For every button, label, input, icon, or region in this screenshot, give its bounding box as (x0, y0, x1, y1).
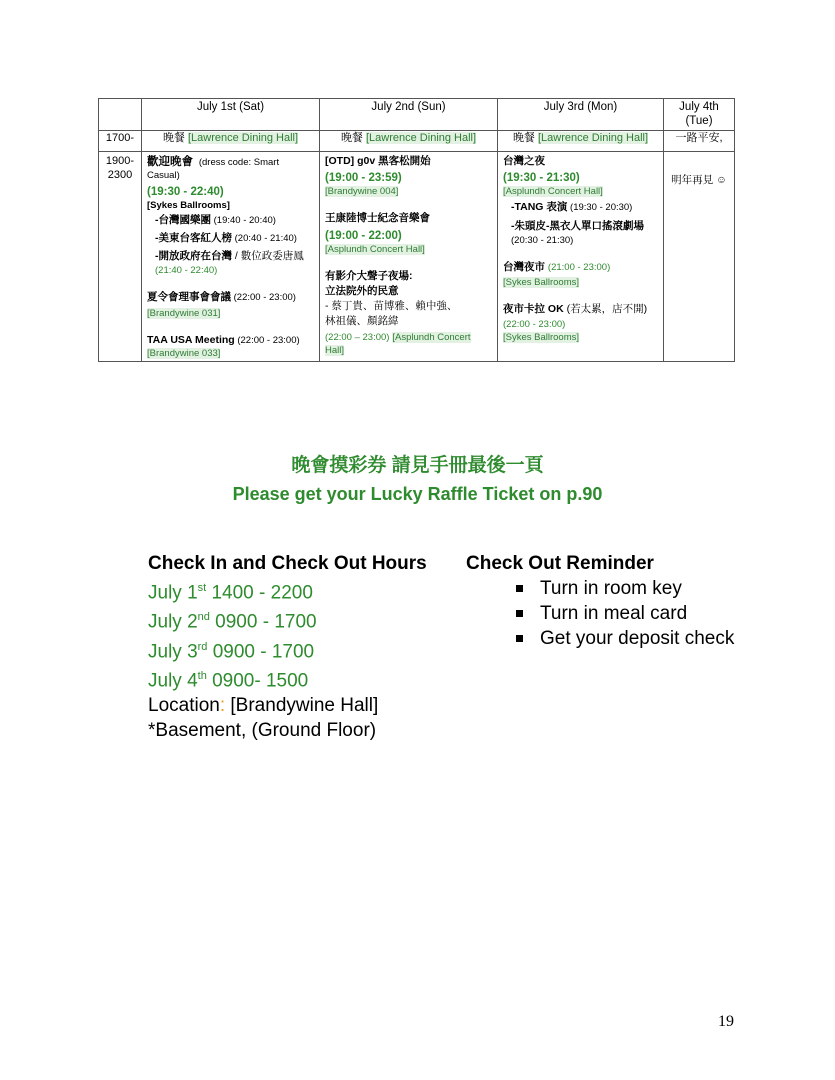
item-opengov: -開放政府在台灣 (155, 249, 232, 262)
day-hours: 0900 - 1700 (209, 611, 317, 633)
item-opengov-speaker: / 數位政委唐鳳 (232, 249, 304, 262)
day-label: July 1 (148, 582, 198, 604)
memorial-concert: 王康陸博士紀念音樂會 (325, 212, 430, 225)
day-suffix: rd (197, 640, 208, 653)
movie-cast-2: 林祖儀、顏銘緯 (325, 315, 399, 328)
item-orchestra-time: (19:40 - 20:40) (211, 214, 276, 226)
schedule-table (98, 98, 735, 362)
raffle-heading-zh: 晚會摸彩券 請見手冊最後一頁 (291, 455, 544, 476)
header-jul2: July 2nd (Sun) (320, 99, 498, 131)
dress-code: (dress code: Smart Casual) (147, 156, 280, 182)
dinner-venue: [Lawrence Dining Hall] (538, 131, 649, 144)
welcome-party: 歡迎晚會 (147, 155, 193, 168)
evening-jul4 (664, 151, 735, 362)
location-value: [Brandywine Hall] (225, 695, 379, 717)
dinner-jul2 (320, 130, 498, 151)
dinner-jul3 (498, 130, 664, 151)
item-opengov-time: (21:40 - 22:40) (155, 264, 218, 276)
board-meeting-venue: [Brandywine 031] (147, 307, 221, 319)
board-meeting: 夏令會理事會會議 (147, 290, 231, 303)
item-redlist-time: (20:40 - 21:40) (232, 232, 297, 244)
board-meeting-time: (22:00 - 23:00) (231, 291, 296, 303)
evening-row (99, 151, 735, 362)
header-jul1: July 1st (Sat) (142, 99, 320, 131)
checkin-section (148, 551, 427, 743)
night-market: 台灣夜市 (503, 260, 545, 273)
dinner-label: 晚餐 (512, 131, 538, 144)
movie-title: 立法院外的民意 (325, 285, 399, 298)
see-you-next-year: 明年再見 ☺ (671, 173, 727, 186)
checkout-item-text: Turn in meal card (540, 603, 688, 624)
dinner-venue: [Lawrence Dining Hall] (366, 131, 477, 144)
day-hours: 1400 - 2200 (206, 582, 313, 604)
evening-jul2 (320, 151, 498, 362)
day-hours: 0900 - 1700 (207, 640, 315, 662)
checkout-item (516, 601, 734, 626)
night-market-venue: [Sykes Ballrooms] (503, 276, 580, 288)
dinner-row (99, 130, 735, 151)
dinner-jul4: 一路平安, (664, 130, 735, 151)
checkin-title: Check In and Check Out Hours (148, 553, 427, 574)
raffle-heading-en: Please get your Lucky Raffle Ticket on p.90 (232, 484, 603, 504)
checkin-note: *Basement, (Ground Floor) (148, 720, 377, 742)
checkout-item (516, 626, 734, 651)
checkin-day-1 (148, 576, 427, 605)
dinner-label: 晚餐 (162, 131, 188, 144)
karaoke-time: (22:00 - 23:00) (503, 318, 566, 330)
hackathon-venue: [Brandywine 004] (325, 186, 399, 198)
taa-meeting-time: (22:00 - 23:00) (234, 335, 300, 346)
taiwan-night-time: (19:30 - 21:30) (503, 171, 580, 184)
day-label: July 3 (148, 640, 198, 662)
taa-meeting: TAA USA Meeting (147, 334, 235, 346)
welcome-venue: [Sykes Ballrooms] (147, 199, 230, 211)
location-label: Location (148, 695, 220, 717)
hackathon: [OTD] g0v 黑客松開始 (325, 154, 431, 167)
movie-night: 有影介大聲子夜場: (325, 270, 413, 282)
day-label: July 2 (148, 611, 198, 633)
header-jul4: July 4th (Tue) (664, 99, 735, 131)
schedule-header-row (99, 99, 735, 131)
checkout-title: Check Out Reminder (466, 553, 654, 574)
bullet-square-icon (516, 635, 523, 642)
movie-cast-1: - 蔡丁貴、苗博雅、賴中強、 (325, 300, 458, 313)
dinner-label: 晚餐 (340, 131, 366, 144)
rock-theater: -朱頭皮-黑衣人單口搖滾劇場 (511, 219, 644, 232)
day-hours: 0900- 1500 (206, 670, 309, 692)
night-market-time: (21:00 - 23:00) (547, 261, 611, 273)
checkin-location (148, 693, 427, 718)
taiwan-night: 台灣之夜 (503, 154, 545, 167)
karaoke-venue: [Sykes Ballrooms] (503, 331, 580, 343)
checkout-section (466, 551, 734, 651)
evening-jul1 (142, 151, 320, 362)
checkout-item-text: Turn in room key (540, 578, 682, 599)
rock-theater-time: (20:30 - 21:30) (511, 234, 574, 246)
taa-meeting-venue: [Brandywine 033] (147, 348, 221, 360)
karaoke-note: (若太累，店不開) (563, 302, 648, 315)
header-jul3: July 3rd (Mon) (498, 99, 664, 131)
evening-jul3 (498, 151, 664, 362)
item-orchestra: -台灣國樂團 (155, 213, 211, 226)
item-redlist: -美東台客紅人榜 (155, 231, 232, 244)
dinner-jul1 (142, 130, 320, 151)
dinner-time: 1700- (99, 130, 142, 151)
day-label: July 4 (148, 670, 198, 692)
checkin-day-3 (148, 635, 427, 664)
day-suffix: th (197, 669, 207, 682)
bullet-square-icon (516, 610, 523, 617)
checkin-day-2 (148, 605, 427, 634)
movie-venue: [Asplundh Concert Hall] (325, 331, 471, 356)
checkout-item (516, 576, 734, 601)
dinner-venue: [Lawrence Dining Hall] (188, 131, 299, 144)
location-colon: : (219, 695, 226, 717)
page-number: 19 (718, 1013, 734, 1030)
hackathon-time: (19:00 - 23:59) (325, 171, 402, 184)
concert-venue: [Asplundh Concert Hall] (325, 243, 425, 255)
day-suffix: st (197, 582, 207, 594)
header-blank (99, 99, 142, 131)
checkout-item-text: Get your deposit check (540, 628, 735, 649)
movie-time: (22:00 – 23:00) (325, 331, 390, 343)
tang-time: (19:30 - 20:30) (567, 202, 633, 214)
tang-performance: -TANG 表演 (511, 201, 568, 214)
evening-time: 1900-2300 (99, 151, 142, 362)
checkin-day-4 (148, 664, 427, 693)
karaoke: 夜市卡拉 OK (503, 302, 564, 315)
welcome-time: (19:30 - 22:40) (147, 186, 224, 199)
taiwan-night-venue: [Asplundh Concert Hall] (503, 186, 603, 198)
day-suffix: nd (197, 611, 210, 624)
bullet-square-icon (516, 585, 523, 592)
checkout-list (466, 576, 734, 651)
concert-time: (19:00 - 22:00) (325, 229, 402, 242)
